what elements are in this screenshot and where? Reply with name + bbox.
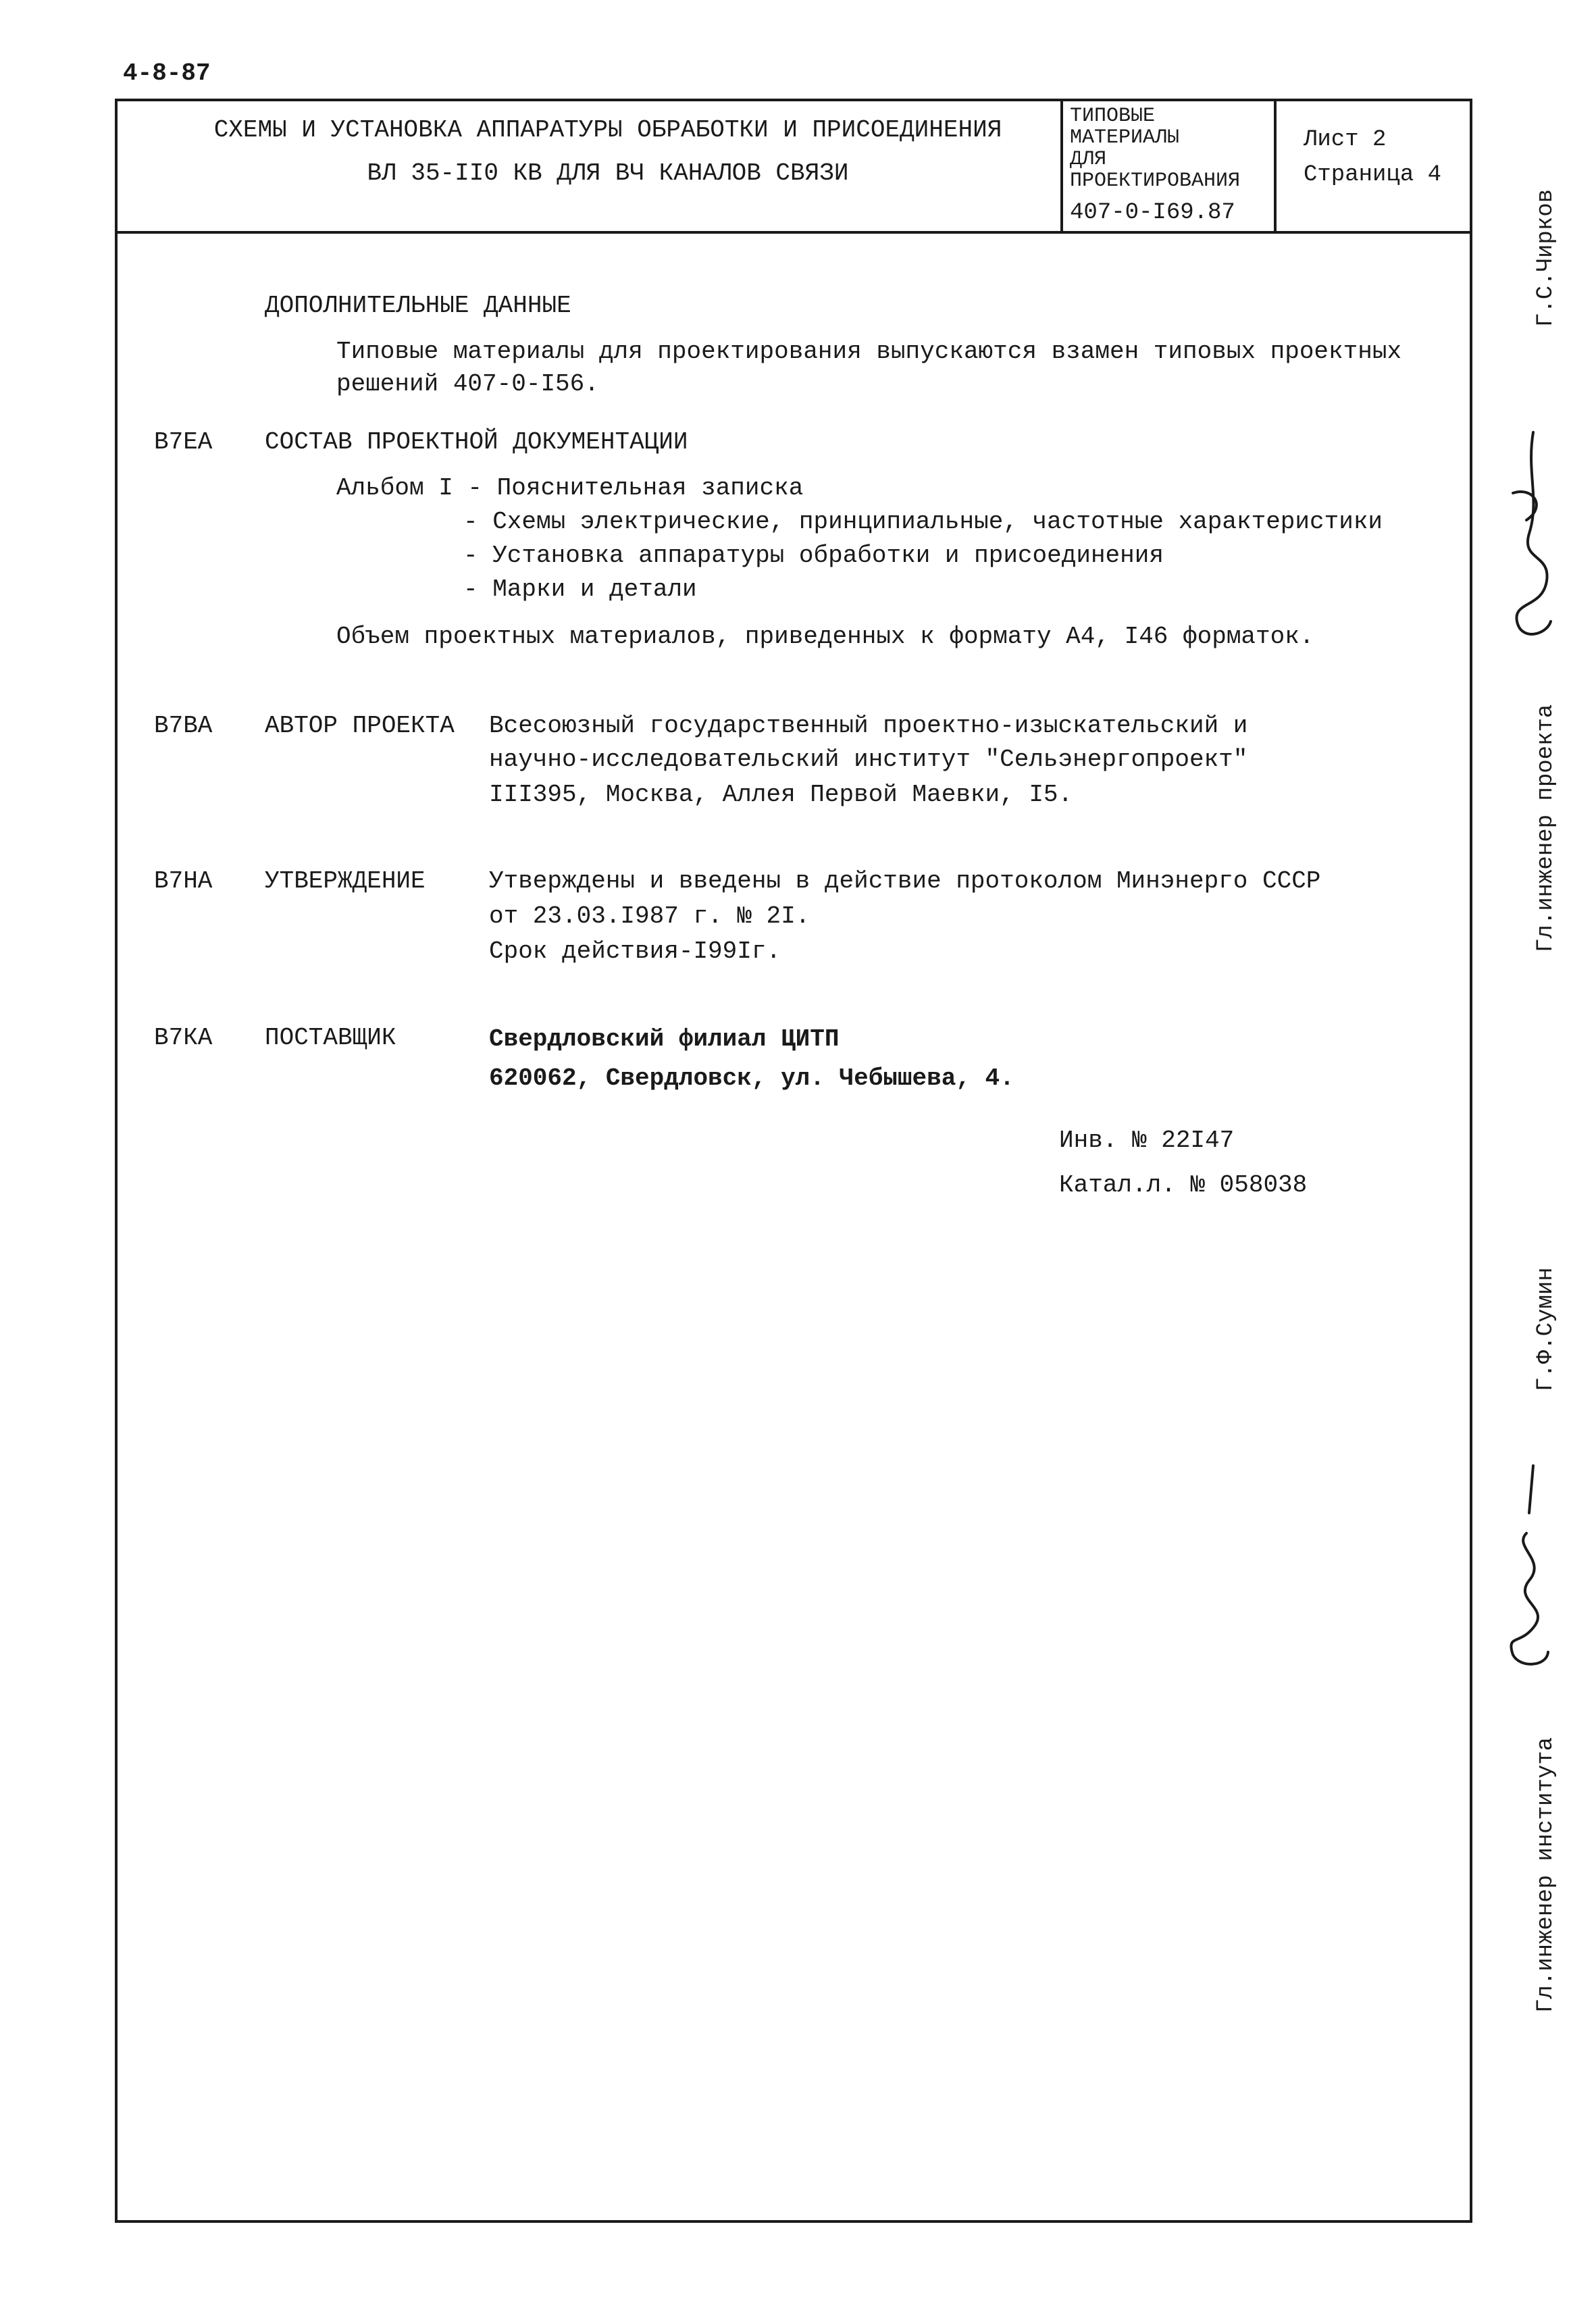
approval-line: от 23.03.I987 г. № 2I. bbox=[489, 902, 810, 930]
composition-item: Альбом I - Пояснительная записка bbox=[336, 474, 804, 502]
document-code: 4-8-87 bbox=[123, 59, 211, 87]
inventory-number: Инв. № 22I47 bbox=[1059, 1127, 1235, 1154]
author-line: научно-исследовательский институт "Сельэнергопроект" bbox=[489, 746, 1248, 773]
signature-sumin bbox=[1486, 1452, 1567, 1675]
document-title-line1: СХЕМЫ И УСТАНОВКА АППАРАТУРЫ ОБРАБОТКИ И ПРИСОЕДИНЕНИЯ bbox=[213, 116, 1002, 144]
additional-heading: ДОПОЛНИТЕЛЬНЫЕ ДАННЫЕ bbox=[265, 292, 571, 319]
supplier-line: 620062, Свердловск, ул. Чебышева, 4. bbox=[489, 1064, 1014, 1092]
composition-item: - Установка аппаратуры обработки и присоединения bbox=[463, 542, 1164, 569]
additional-line: Типовые материалы для проектирования выпускаются взамен типовых проектных bbox=[336, 338, 1402, 365]
composition-heading: СОСТАВ ПРОЕКТНОЙ ДОКУМЕНТАЦИИ bbox=[265, 428, 688, 456]
author-line: Всесоюзный государственный проектно-изыскательский и bbox=[489, 712, 1248, 740]
signature-chirkov bbox=[1486, 419, 1567, 648]
author-line: III395, Москва, Аллея Первой Маевки, I5. bbox=[489, 781, 1073, 808]
catalog-number: Катал.л. № 058038 bbox=[1059, 1171, 1308, 1199]
additional-line: решений 407-0-I56. bbox=[336, 370, 599, 398]
page-number: Страница 4 bbox=[1304, 162, 1442, 188]
series-code: 407-0-I69.87 bbox=[1070, 200, 1235, 226]
section-code: В7ВА bbox=[154, 712, 213, 740]
page-frame bbox=[115, 99, 1472, 2223]
side-label-chirkov: Г.С.Чирков bbox=[1533, 188, 1559, 327]
series-line: ДЛЯ bbox=[1070, 148, 1107, 171]
document-title-line2: ВЛ 35-II0 КВ ДЛЯ ВЧ КАНАЛОВ СВЯЗИ bbox=[367, 159, 849, 187]
supplier-line: Свердловский филиал ЦИТП bbox=[489, 1025, 840, 1053]
series-line: ТИПОВЫЕ bbox=[1070, 105, 1156, 128]
approval-line: Утверждены и введены в действие протоколом Минэнерго СССР bbox=[489, 867, 1321, 895]
composition-item: - Марки и детали bbox=[463, 575, 697, 603]
side-label-chief-project-engineer: Гл.инженер проекта bbox=[1533, 704, 1559, 952]
title-block-divider bbox=[1274, 99, 1277, 234]
section-code: В7ЕА bbox=[154, 428, 213, 456]
sheet-number: Лист 2 bbox=[1304, 127, 1387, 153]
supplier-label: ПОСТАВЩИК bbox=[265, 1024, 396, 1052]
series-line: МАТЕРИАЛЫ bbox=[1070, 126, 1180, 149]
section-code: В7НА bbox=[154, 867, 213, 895]
series-line: ПРОЕКТИРОВАНИЯ bbox=[1070, 170, 1241, 192]
series-label bbox=[1070, 105, 1272, 192]
approval-line: Срок действия-I99Iг. bbox=[489, 937, 781, 965]
section-code: В7КА bbox=[154, 1024, 213, 1052]
title-block-divider bbox=[1060, 99, 1063, 234]
author-label: АВТОР ПРОЕКТА bbox=[265, 712, 455, 740]
volume-line: Объем проектных материалов, приведенных к формату А4, I46 форматок. bbox=[336, 623, 1314, 650]
approval-label: УТВЕРЖДЕНИЕ bbox=[265, 867, 426, 895]
composition-item: - Схемы электрические, принципиальные, частотные характеристики bbox=[463, 508, 1383, 536]
side-label-chief-institute-engineer: Гл.инженер института bbox=[1533, 1737, 1559, 2013]
side-label-sumin: Г.Ф.Сумин bbox=[1533, 1267, 1559, 1391]
